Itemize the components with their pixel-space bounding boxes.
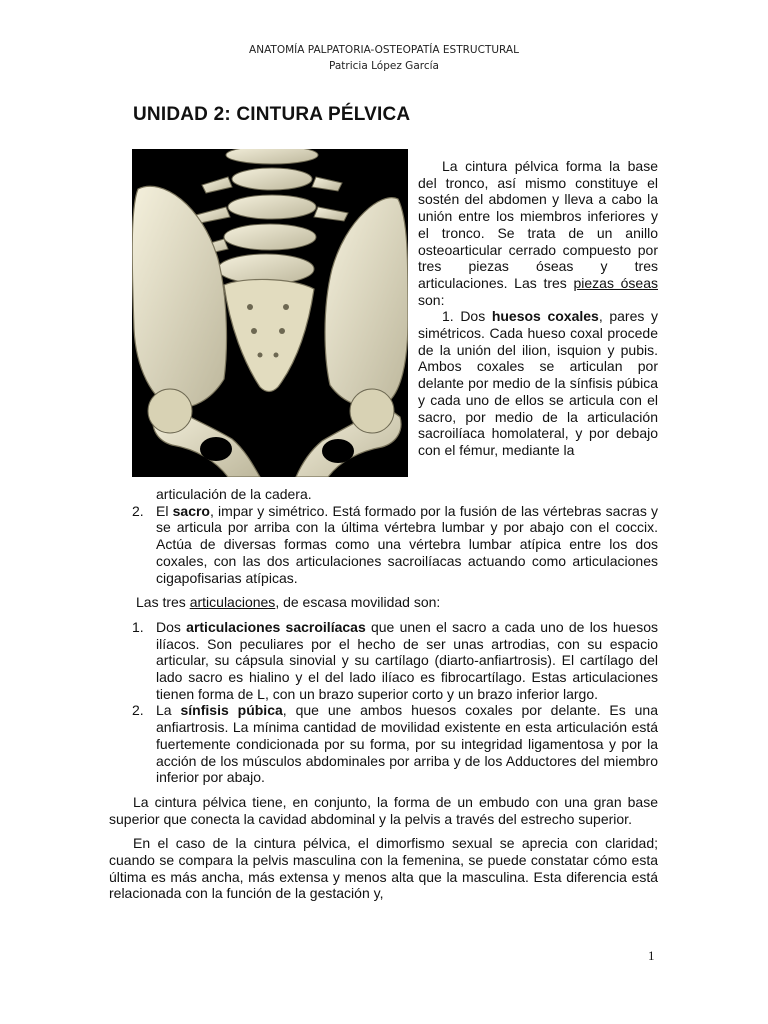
list-item-sacro: 2. El sacro, impar y simétrico. Está formado por la fusión de las vértebras sacras y se articula por arriba con la última vértebra lumbar y por abajo con el coccix. Actúa de diversas formas como una vértebra lumbar atípica entre los dos coxales, con las dos articulaciones sacroilíacas actuando como articulaciones cigapofisarias atípicas. — [132, 502, 658, 586]
main-body — [109, 486, 658, 902]
header-course-title: ANATOMÍA PALPATORIA-OSTEOPATÍA ESTRUCTURAL — [249, 44, 519, 56]
intro-paragraph: La cintura pélvica forma la base del tronco, así mismo constituye el sostén del abdomen y lleva a cabo la unión entre los miembros inferiores y el tronco. Se trata de un anillo osteoarticular cerrado compuesto por tres piezas óseas y tres articulaciones. Las tres piezas óseas son: — [418, 158, 659, 308]
list-item-huesos-coxales: 1. Dos huesos coxales, pares y simétricos. Cada hueso coxal procede de la unión del ilion, isquion y pubis. Ambos coxales se articulan por delante por medio de la sínfisis púbica y cada uno de ellos se articula con el sacro, por medio de la articulación sacroilíaca homolateral, y por debajo con el fémur, mediante la — [418, 308, 658, 458]
articulaciones-intro: Las tres articulaciones, de escasa movilidad son: — [136, 594, 441, 611]
link-articulaciones: articulaciones — [189, 594, 276, 611]
page-number: 1 — [648, 948, 655, 963]
link-piezas-oseas: piezas óseas — [573, 274, 659, 291]
list-item-sinfisis-pubica: 2. La sínfisis púbica, que une ambos huesos coxales por delante. Es una anfiartrosis. La mínima cantidad de movilidad existente en esta articulación está fuertemente condicionada por su forma, por su integridad ligamentosa y por la acción de los músculos abdominales por arriba y de los Adductores del miembro inferior por abajo. — [132, 702, 659, 786]
pelvis-illustration — [132, 149, 408, 477]
paragraph-embudo: La cintura pélvica tiene, en conjunto, la forma de un embudo con una gran base superior que conecta la cavidad abdominal y la pelvis a través del estrecho superior. — [109, 793, 658, 827]
intro-column — [418, 158, 658, 459]
paragraph-dimorfismo: En el caso de la cintura pélvica, el dimorfismo sexual se aprecia con claridad; cuando se compara la pelvis masculina con la femenina, se puede constatar cómo esta última es más ancha, más extensa y menos alta que la masculina. Esta diferencia está relacionada con la función de la gestación y, — [109, 835, 658, 902]
list-item-sacroiliacas: 1. Dos articulaciones sacroilíacas que unen el sacro a cada uno de los huesos ilíacos. Son peculiares por el hecho de ser unas artrodias, con su espacio articular, su cápsula sinovial y su cartílago (diarto-anfiartrosis). El cartílago del lado sacro es hialino y el del lado ilíaco es fibrocartílago. Estas articulaciones tienen forma de L, con un brazo superior corto y un brazo inferior largo. — [132, 618, 658, 702]
page-title: UNIDAD 2: CINTURA PÉLVICA — [133, 104, 411, 125]
running-header — [0, 42, 768, 74]
list-item-continuation: articulación de la cadera. — [156, 486, 312, 502]
header-author: Patricia López García — [329, 60, 439, 72]
